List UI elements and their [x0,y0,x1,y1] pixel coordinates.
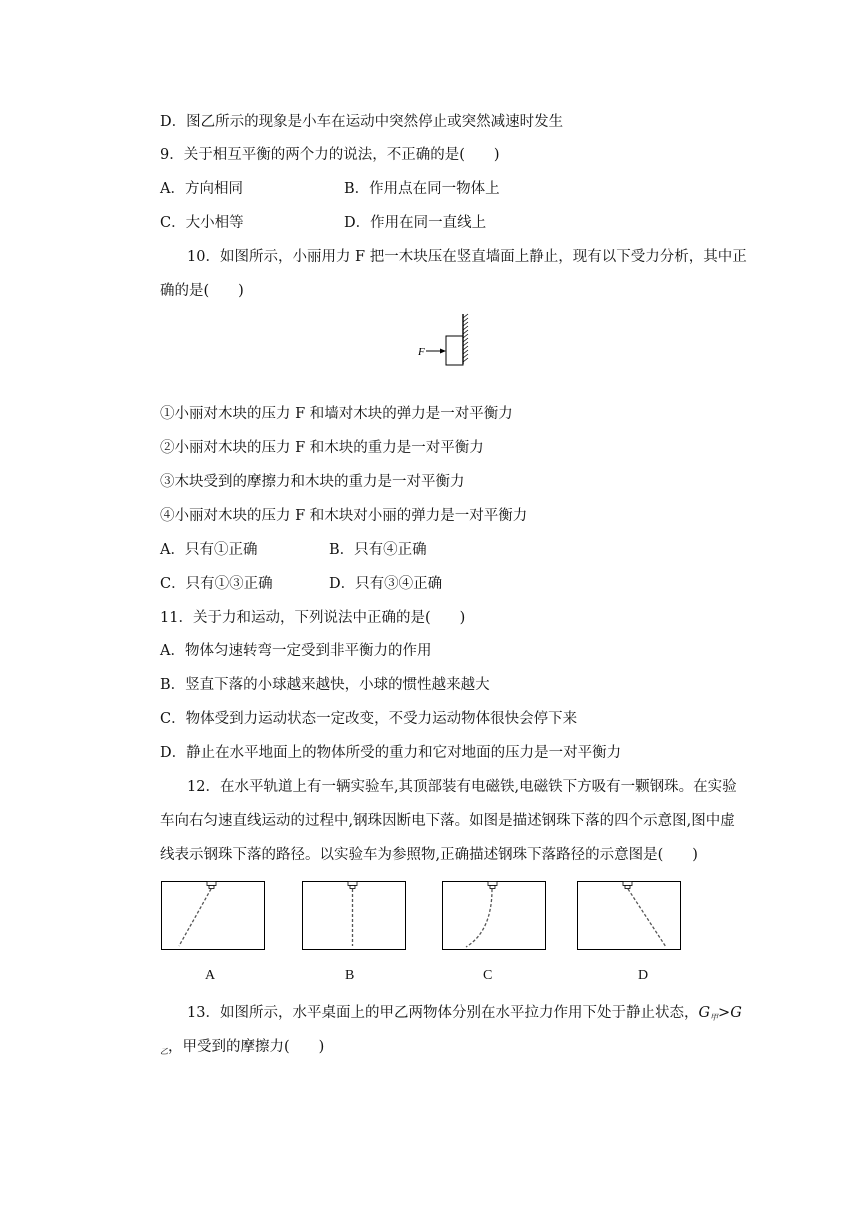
q9-option-a: A．方向相同 [160,181,243,197]
q10-stem-line1: 10．如图所示，小丽用力 F 把一木块压在竖直墙面上静止，现有以下受力分析，其中正 [187,249,747,265]
q12-figure-c [442,881,548,951]
q10-option-a: A．只有①正确 [160,542,258,558]
q9-option-d: D．作用在同一直线上 [344,215,487,231]
q13-g-symbol: G [698,1005,711,1021]
q12-stem-line2: 车向右匀速直线运动的过程中,钢珠因断电下落。如图是描述钢珠下落的四个示意图,图中虚 [160,813,735,829]
q10-statement-1: ①小丽对木块的压力 F 和墙对木块的弹力是一对平衡力 [160,406,513,422]
q13-stem-line2 [160,1037,324,1062]
q10-stem-line2: 确的是( ) [160,283,244,299]
q8-option-d: D．图乙所示的现象是小车在运动中突然停止或突然减速时发生 [160,114,564,130]
q10-force-label: F [418,346,425,358]
q9-option-c: C．大小相等 [160,215,244,231]
q11-option-c: C．物体受到力运动状态一定改变，不受力运动物体很快会停下来 [160,711,578,727]
q12-label-b: B [345,968,355,983]
q11-stem: 11．关于力和运动，下列说法中正确的是( ) [160,610,466,626]
q9-option-b: B．作用点在同一物体上 [344,181,500,197]
q11-option-d: D．静止在水平地面上的物体所受的重力和它对地面的压力是一对平衡力 [160,745,622,761]
q12-figure-d [577,881,683,951]
q12-label-a: A [205,968,216,983]
q13-subscript-yi: 乙 [160,1047,168,1056]
q10-statement-2: ②小丽对木块的压力 F 和木块的重力是一对平衡力 [160,440,484,456]
q11-option-b: B．竖直下落的小球越来越快，小球的惯性越来越大 [160,677,490,693]
q12-label-c: C [483,968,493,983]
q12-figure-a [161,881,267,951]
q13-stem-text-2: ，甲受到的摩擦力( ) [168,1039,325,1055]
q12-stem-line1: 12．在水平轨道上有一辆实验车,其顶部装有电磁铁,电磁铁下方吸有一颗钢珠。在实验 [187,779,737,795]
q11-option-a: A．物体匀速转弯一定受到非平衡力的作用 [160,643,432,659]
q13-greater-than: > [718,1005,731,1021]
q13-stem-line1 [187,1003,742,1028]
q10-statement-4: ④小丽对木块的压力 F 和木块对小丽的弹力是一对平衡力 [160,508,528,524]
q12-stem-line3: 线表示钢珠下落的路径。以实验车为参照物,正确描述钢珠下落路径的示意图是( ) [160,847,698,863]
q10-option-b: B．只有④正确 [329,542,427,558]
q10-statement-3: ③木块受到的摩擦力和木块的重力是一对平衡力 [160,474,465,490]
q13-subscript-jia: 甲 [710,1013,719,1022]
q9-stem: 9．关于相互平衡的两个力的说法，不正确的是( ) [160,147,500,163]
q13-g-symbol-2: G [730,1005,742,1021]
q10-wall-block-figure [415,314,485,384]
q12-label-d: D [638,968,649,983]
q13-stem-text: 13．如图所示，水平桌面上的甲乙两物体分别在水平拉力作用下处于静止状态， [187,1005,699,1021]
q12-figure-b [302,881,408,951]
q10-option-c: C．只有①③正确 [160,576,273,592]
q10-option-d: D．只有③④正确 [329,576,443,592]
